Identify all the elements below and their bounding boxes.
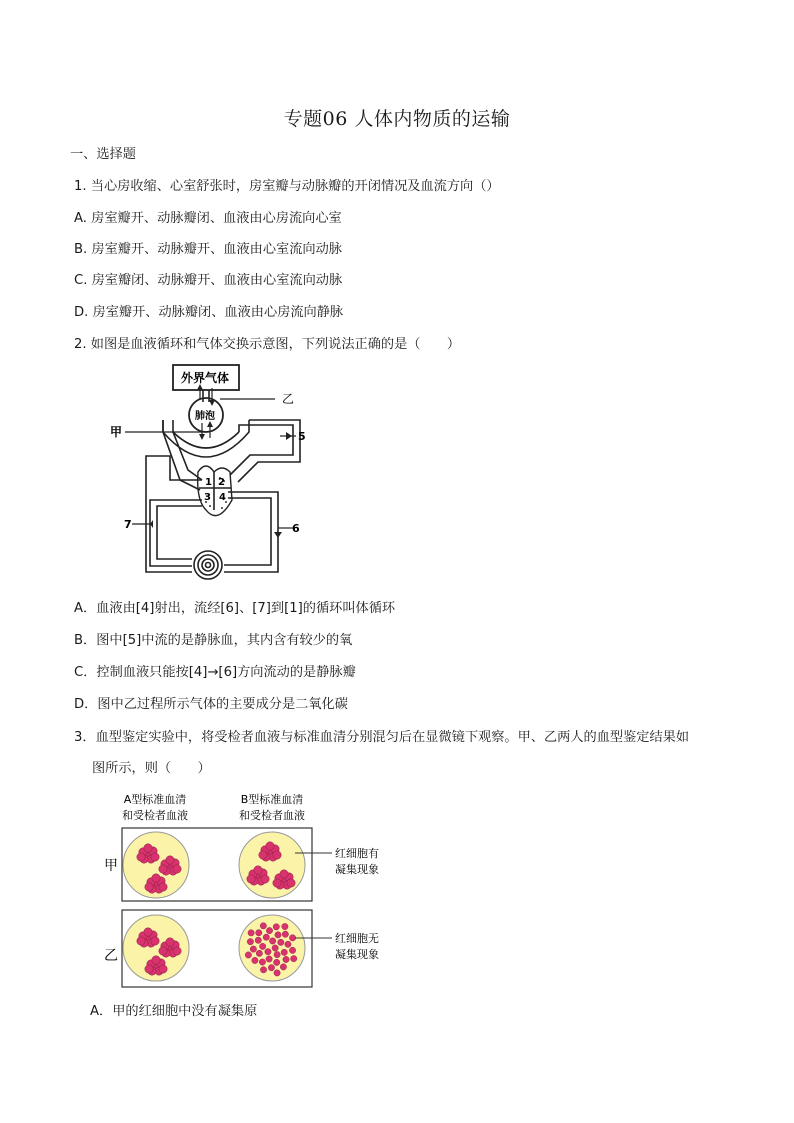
red-cell xyxy=(280,964,286,970)
red-cell xyxy=(260,967,266,973)
red-cell xyxy=(250,946,256,952)
heart-outline xyxy=(198,466,232,516)
label-jia: 甲 xyxy=(110,425,123,439)
col-b-label-1: B型标准血清 xyxy=(240,793,304,806)
red-cell xyxy=(247,938,253,944)
label-7: 7 xyxy=(124,518,132,531)
red-cell xyxy=(263,934,269,940)
note-noagg-line1: 红细胞无 xyxy=(335,932,379,945)
red-cell-clump-part xyxy=(166,938,174,946)
label-1: 1 xyxy=(205,477,212,488)
red-cell xyxy=(274,970,280,976)
q3-stem-line1: 3．血型鉴定实验中，将受检者血液与标准血清分别混匀后在显微镜下观察。甲、乙两人的血型鉴定结果如 xyxy=(74,730,690,745)
red-cell-clump-part xyxy=(259,851,267,859)
red-cell xyxy=(265,948,271,954)
red-cell xyxy=(281,949,287,955)
q1-option-c: C. 房室瓣闭、动脉瓣开、血液由心室流向动脉 xyxy=(74,273,343,288)
red-cell xyxy=(283,956,289,962)
red-cell-clump-part xyxy=(173,865,181,873)
red-cell-clump-part xyxy=(159,965,167,973)
red-cell xyxy=(272,945,278,951)
red-cell-clump-part xyxy=(280,870,288,878)
red-cell xyxy=(285,941,291,947)
col-b-label-2: 和受检者血液 xyxy=(239,809,305,822)
red-cell xyxy=(278,939,284,945)
col-a-label-2: 和受检者血液 xyxy=(122,809,188,822)
red-cell xyxy=(266,927,272,933)
red-cell xyxy=(291,955,297,961)
red-cell-clump-part xyxy=(266,842,274,850)
red-cell-clump-part xyxy=(152,956,160,964)
page-title: 专题06 人体内物质的运输 xyxy=(283,108,511,130)
row-jia-label: 甲 xyxy=(104,858,118,874)
red-cell-clump-part xyxy=(247,875,255,883)
red-cell-clump-part xyxy=(144,928,152,936)
red-cell xyxy=(282,923,288,929)
circulation-diagram xyxy=(110,360,320,582)
red-cell xyxy=(260,923,266,929)
label-3: 3 xyxy=(204,492,211,503)
red-cell xyxy=(248,930,254,936)
red-cell xyxy=(289,947,295,953)
row-yi-label: 乙 xyxy=(104,948,118,964)
jia-b-serum-drop xyxy=(239,832,305,898)
red-cell xyxy=(282,931,288,937)
red-cell-clump-part xyxy=(273,879,281,887)
q2-option-c: C．控制血液只能按[4]→[6]方向流动的是静脉瓣 xyxy=(74,665,356,680)
label-yi: 乙 xyxy=(282,392,295,406)
red-cell xyxy=(255,937,261,943)
label-5: 5 xyxy=(298,430,306,443)
red-cell-clump-part xyxy=(261,875,269,883)
red-cell xyxy=(268,964,274,970)
red-cell xyxy=(252,957,258,963)
red-cell xyxy=(259,943,265,949)
red-cell-clump-part xyxy=(151,937,159,945)
q2-stem: 2. 如图是血液循环和气体交换示意图，下列说法正确的是（ ） xyxy=(74,337,461,352)
red-cell xyxy=(289,935,295,941)
circulation-vessels xyxy=(125,365,300,579)
red-cell xyxy=(275,932,281,938)
blood-type-diagram xyxy=(100,788,400,988)
red-cell xyxy=(256,930,262,936)
note-noagg-line2: 凝集现象 xyxy=(335,948,379,961)
note-agg-line1: 红细胞有 xyxy=(335,847,379,860)
section-heading: 一、选择题 xyxy=(70,147,136,162)
col-a-label-1: A型标准血清 xyxy=(123,793,187,806)
red-cell-clump-part xyxy=(273,851,281,859)
q2-option-a: A．血液由[4]射出，流经[6]、[7]到[1]的循环叫体循环 xyxy=(74,601,396,616)
label-6: 6 xyxy=(292,522,300,535)
red-cell-clump-part xyxy=(137,853,145,861)
q3-stem-line2: 图所示，则（ ） xyxy=(92,761,211,776)
red-cell xyxy=(274,951,280,957)
red-cell-clump-part xyxy=(145,883,153,891)
red-cell-clump-part xyxy=(254,866,262,874)
red-cell xyxy=(266,956,272,962)
red-cell-clump-part xyxy=(145,965,153,973)
alveolus-label: 肺泡 xyxy=(195,411,215,422)
q3-option-a: A．甲的红细胞中没有凝集原 xyxy=(90,1004,258,1019)
red-cell-clump-part xyxy=(287,879,295,887)
red-cell-clump-part xyxy=(151,853,159,861)
red-cell xyxy=(273,924,279,930)
red-cell-clump-part xyxy=(159,947,167,955)
red-cell-clump-part xyxy=(159,865,167,873)
red-cell-clump-part xyxy=(144,844,152,852)
red-cell xyxy=(269,938,275,944)
q1-option-d: D. 房室瓣开、动脉瓣闭、血液由心房流向静脉 xyxy=(74,305,344,320)
red-cell-clump-part xyxy=(173,947,181,955)
red-cell xyxy=(245,952,251,958)
red-cell xyxy=(256,950,262,956)
q2-option-b: B．图中[5]中流的是静脉血，其内含有较少的氧 xyxy=(74,633,353,648)
red-cell xyxy=(273,959,279,965)
red-cell-clump-part xyxy=(166,856,174,864)
red-cell-clump-part xyxy=(152,874,160,882)
red-cell-clump-part xyxy=(137,937,145,945)
q1-stem: 1. 当心房收缩、心室舒张时，房室瓣与动脉瓣的开闭情况及血流方向（） xyxy=(74,179,500,194)
q2-option-d: D．图中乙过程所示气体的主要成分是二氧化碳 xyxy=(74,697,348,712)
label-4: 4 xyxy=(219,492,226,503)
label-2: 2 xyxy=(218,477,225,488)
q1-option-b: B. 房室瓣开、动脉瓣开、血液由心室流向动脉 xyxy=(74,242,342,257)
red-cell-clump-part xyxy=(159,883,167,891)
red-cell xyxy=(259,959,265,965)
q1-option-a: A. 房室瓣开、动脉瓣闭、血液由心房流向心室 xyxy=(74,211,342,226)
outer-air-label: 外界气体 xyxy=(181,371,230,385)
note-agg-line2: 凝集现象 xyxy=(335,863,379,876)
